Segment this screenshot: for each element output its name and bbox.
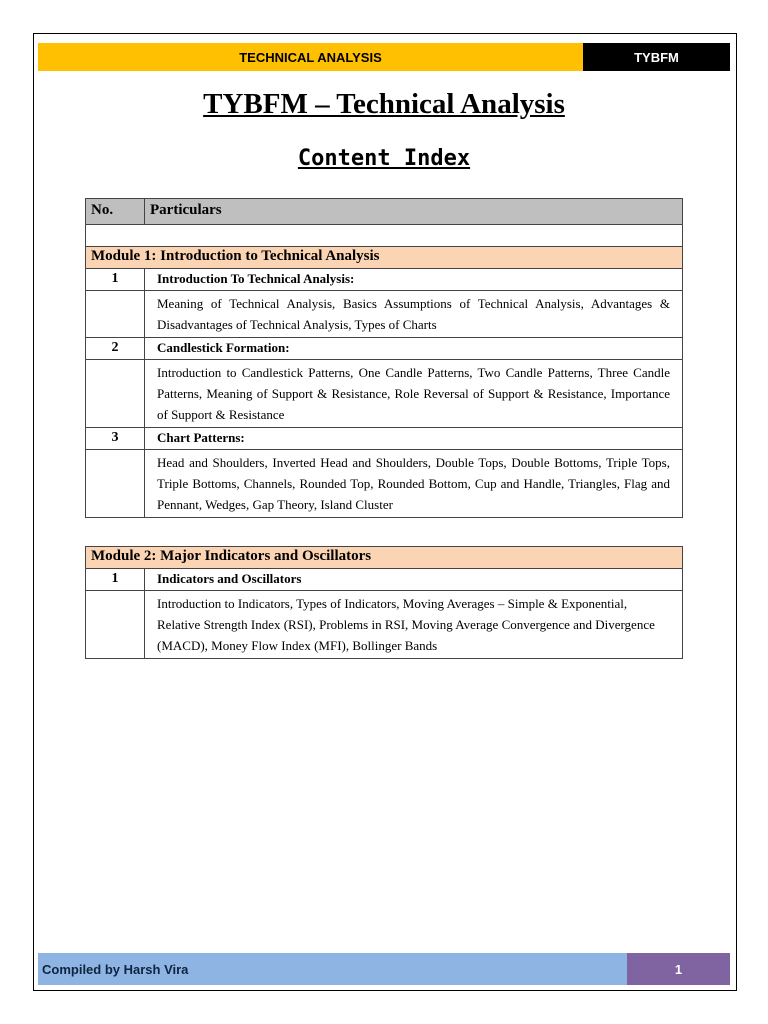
item-title: Chart Patterns: [145, 428, 683, 450]
table-row [86, 291, 683, 338]
table-row [86, 360, 683, 428]
table-row [86, 269, 683, 291]
table-row [86, 450, 683, 518]
item-description: Introduction to Indicators, Types of Indicators, Moving Averages – Simple & Exponential, Relative Strength Index (RSI), Problems in RSI, Moving Average Convergence and Divergence (MACD), Money Flow Index (MFI), Bollinger Bands [145, 591, 683, 659]
module-heading-row [86, 247, 683, 269]
item-description: Head and Shoulders, Inverted Head and Shoulders, Double Tops, Double Bottoms, Triple Tops, Triple Bottoms, Channels, Rounded Top, Rounded Bottom, Cup and Handle, Triangles, Flag and Pennant, Wedges, Gap Theory, Island Cluster [145, 450, 683, 518]
table-row [86, 338, 683, 360]
blank-row [86, 225, 683, 247]
item-description: Meaning of Technical Analysis, Basics Assumptions of Technical Analysis, Advantages & Disadvantages of Technical Analysis, Types of Charts [145, 291, 683, 338]
column-header-no: No. [86, 199, 145, 225]
item-title: Candlestick Formation: [145, 338, 683, 360]
item-number: 1 [86, 269, 145, 291]
table-row [86, 569, 683, 591]
module-heading-row [86, 547, 683, 569]
content-index-table-module-2 [85, 546, 683, 659]
item-number: 1 [86, 569, 145, 591]
module-1-title: Module 1: Introduction to Technical Analysis [86, 247, 683, 269]
page-number: 1 [627, 953, 730, 985]
page-header [38, 43, 730, 71]
item-title: Indicators and Oscillators [145, 569, 683, 591]
content-index-table-module-1 [85, 198, 683, 518]
document-title: TYBFM – Technical Analysis [203, 88, 565, 120]
column-header-particulars: Particulars [145, 199, 683, 225]
footer-compiler: Compiled by Harsh Vira [38, 953, 627, 985]
item-number: 2 [86, 338, 145, 360]
header-section-title: TECHNICAL ANALYSIS [38, 43, 583, 71]
table-header-row [86, 199, 683, 225]
table-row [86, 591, 683, 659]
table-row [86, 428, 683, 450]
item-description: Introduction to Candlestick Patterns, One Candle Patterns, Two Candle Patterns, Three Candle Patterns, Meaning of Support & Resistance, Role Reversal of Support & Resistance, Importance of Support & Resistance [145, 360, 683, 428]
header-course-code: TYBFM [583, 43, 730, 71]
page-footer [38, 953, 730, 985]
item-number: 3 [86, 428, 145, 450]
item-title: Introduction To Technical Analysis: [145, 269, 683, 291]
module-2-title: Module 2: Major Indicators and Oscillators [86, 547, 683, 569]
document-subtitle: Content Index [297, 146, 471, 171]
